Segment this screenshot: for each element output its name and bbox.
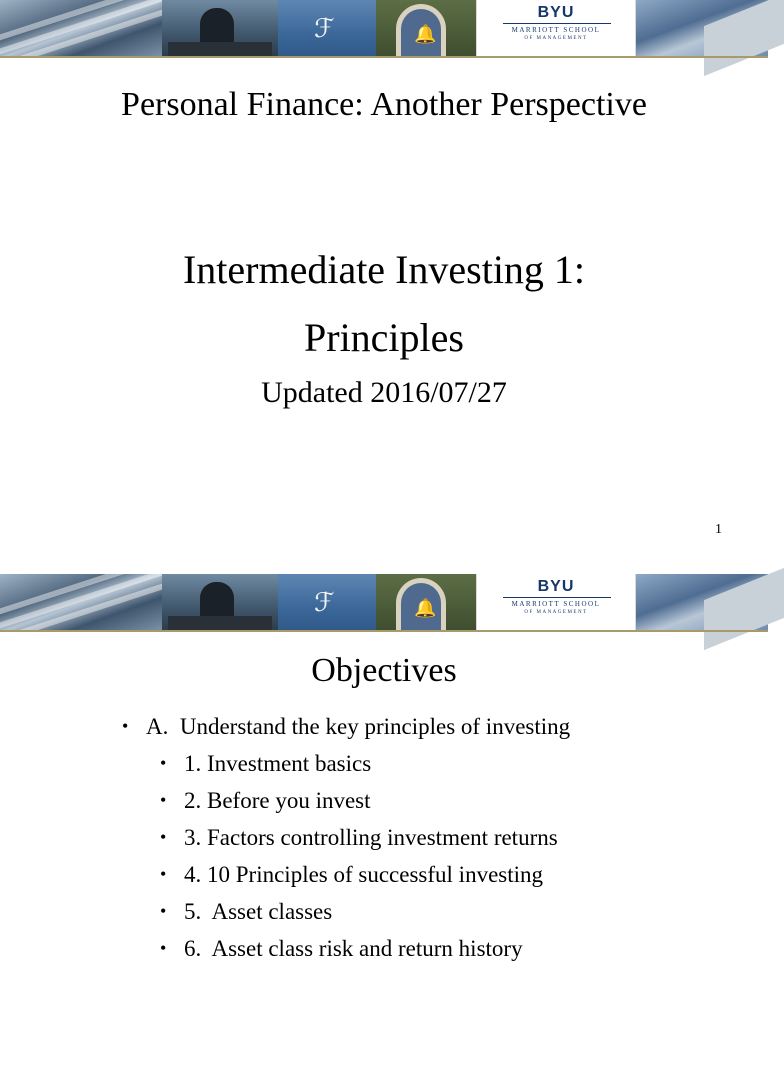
logo-text: BYU — [537, 4, 575, 21]
bullet-icon: • — [160, 938, 167, 958]
bullet-icon: • — [160, 790, 167, 810]
objective-text: 1. Investment basics — [184, 751, 372, 776]
objective-text: 2. Before you invest — [184, 788, 371, 813]
byu-logo — [476, 0, 636, 58]
byu-logo — [476, 574, 636, 632]
objectives-heading: Objectives — [311, 652, 457, 689]
header-banner — [0, 0, 768, 58]
bullet-icon: • — [160, 827, 167, 847]
header-banner — [0, 574, 768, 632]
building-photo — [0, 574, 162, 632]
objective-item — [122, 714, 570, 740]
logo-subtitle: OF MANAGEMENT — [524, 36, 588, 41]
bell-icon: 🔔 — [414, 24, 437, 44]
objective-item — [160, 899, 332, 925]
course-title: Personal Finance: Another Perspective — [121, 86, 647, 123]
statue-photo — [162, 574, 278, 632]
campus-photo — [636, 0, 768, 58]
statue-photo — [162, 0, 278, 58]
objective-item — [160, 825, 558, 851]
building-photo — [0, 0, 162, 58]
banner-divider — [0, 56, 768, 58]
campus-photo — [636, 574, 768, 632]
logo-text: BYU — [537, 578, 575, 595]
objective-item — [160, 751, 371, 777]
objective-text: 3. Factors controlling investment returns — [184, 825, 558, 850]
bullet-icon: • — [160, 864, 167, 884]
updated-date: Updated 2016/07/27 — [261, 376, 507, 409]
lesson-title-line1: Intermediate Investing 1: — [182, 247, 586, 292]
banner-divider — [0, 630, 768, 632]
objective-text: 4. 10 Principles of successful investing — [184, 862, 544, 887]
objective-item — [160, 862, 543, 888]
objective-item — [160, 936, 523, 962]
logo-school: MARRIOTT SCHOOL — [511, 600, 601, 608]
bullet-icon: • — [160, 753, 167, 773]
bell-icon: 🔔 — [414, 598, 437, 618]
page-number: 1 — [715, 522, 722, 537]
objective-text: 5. Asset classes — [184, 899, 333, 924]
bullet-icon: • — [160, 901, 167, 921]
objective-item — [160, 788, 371, 814]
bell-tower-photo — [376, 574, 476, 632]
bell-tower-photo — [376, 0, 476, 58]
logo-school: MARRIOTT SCHOOL — [511, 26, 601, 34]
logo-subtitle: OF MANAGEMENT — [524, 610, 588, 615]
lesson-title-line2: Principles — [304, 315, 464, 360]
slide-2 — [0, 574, 768, 1086]
mountain-photo: ℱ — [278, 574, 376, 632]
objective-text: 6. Asset class risk and return history — [184, 936, 523, 961]
objective-text: A. Understand the key principles of investing — [146, 714, 571, 739]
bullet-icon: • — [122, 716, 129, 736]
mountain-photo: ℱ — [278, 0, 376, 58]
slide-1 — [0, 0, 768, 537]
